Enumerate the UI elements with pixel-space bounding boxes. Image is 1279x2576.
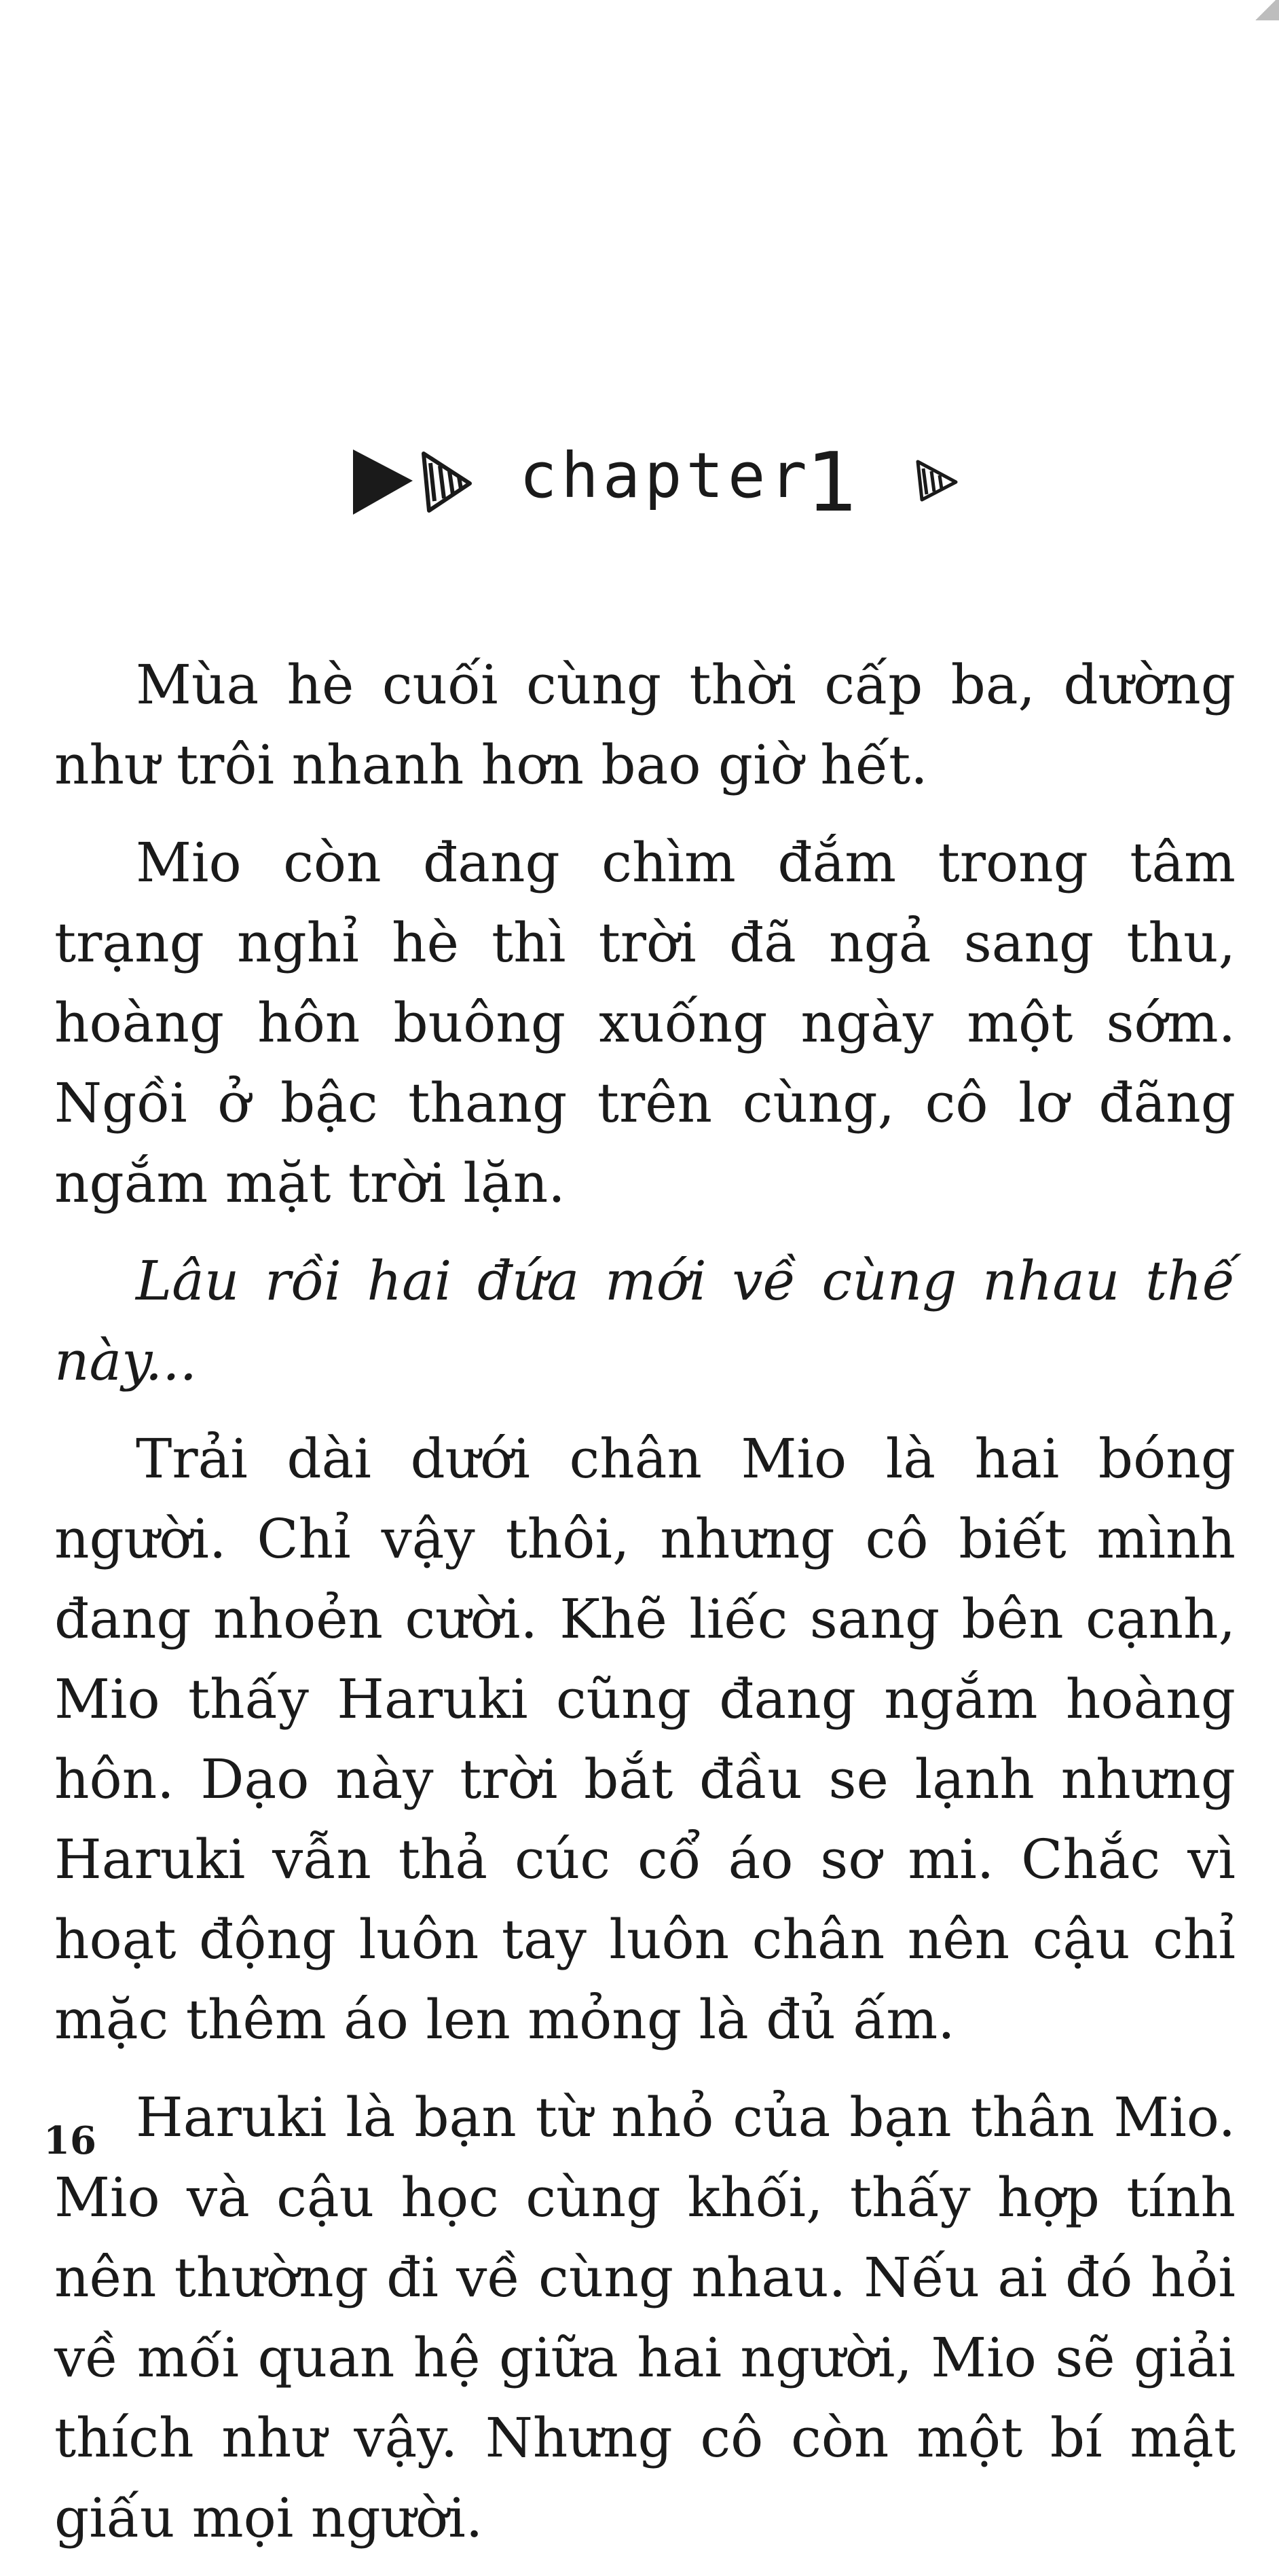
page-corner-mark (1252, 0, 1279, 20)
paragraph: Haruki là bạn từ nhỏ của bạn thân Mio. Mio và cậu học cùng khối, thấy hợp tính nên thường đi về cùng nhau. Nếu ai đó hỏi về mối quan hệ giữa hai người, Mio sẽ giải thích như vậy. Nhưng cô còn một bí mật giấu mọi người. (54, 2086, 1236, 2550)
chapter-number: 1 (807, 436, 859, 530)
page-number: 16 (43, 2118, 96, 2163)
chapter-heading (353, 435, 991, 550)
paragraph-italic: Lâu rồi hai đứa mới về cùng nhau thế này... (54, 1249, 1236, 1393)
chapter-label: chapter (519, 439, 811, 512)
solid-arrow-icon (353, 449, 413, 515)
small-striped-arrow-icon (918, 462, 956, 500)
paragraph: Mio còn đang chìm đắm trong tâm trạng nghỉ hè thì trời đã ngả sang thu, hoàng hôn buông xuống ngày một sớm. Ngồi ở bậc thang trên cùng, cô lơ đãng ngắm mặt trời lặn. (54, 831, 1236, 1215)
body-text (54, 645, 1236, 2576)
paragraph: Trải dài dưới chân Mio là hai bóng người. Chỉ vậy thôi, nhưng cô biết mình đang nhoẻn cười. Khẽ liếc sang bên cạnh, Mio thấy Haruki cũng đang ngắm hoàng hôn. Dạo này trời bắt đầu se lạnh nhưng Haruki vẫn thả cúc cổ áo sơ mi. Chắc vì hoạt động luôn tay luôn chân nên cậu chỉ mặc thêm áo len mỏng là đủ ấm. (54, 1427, 1236, 2051)
paragraph: Mùa hè cuối cùng thời cấp ba, dường như trôi nhanh hơn bao giờ hết. (54, 653, 1236, 796)
chapter-heading-graphic (353, 435, 991, 550)
striped-arrow-icon (424, 454, 470, 511)
